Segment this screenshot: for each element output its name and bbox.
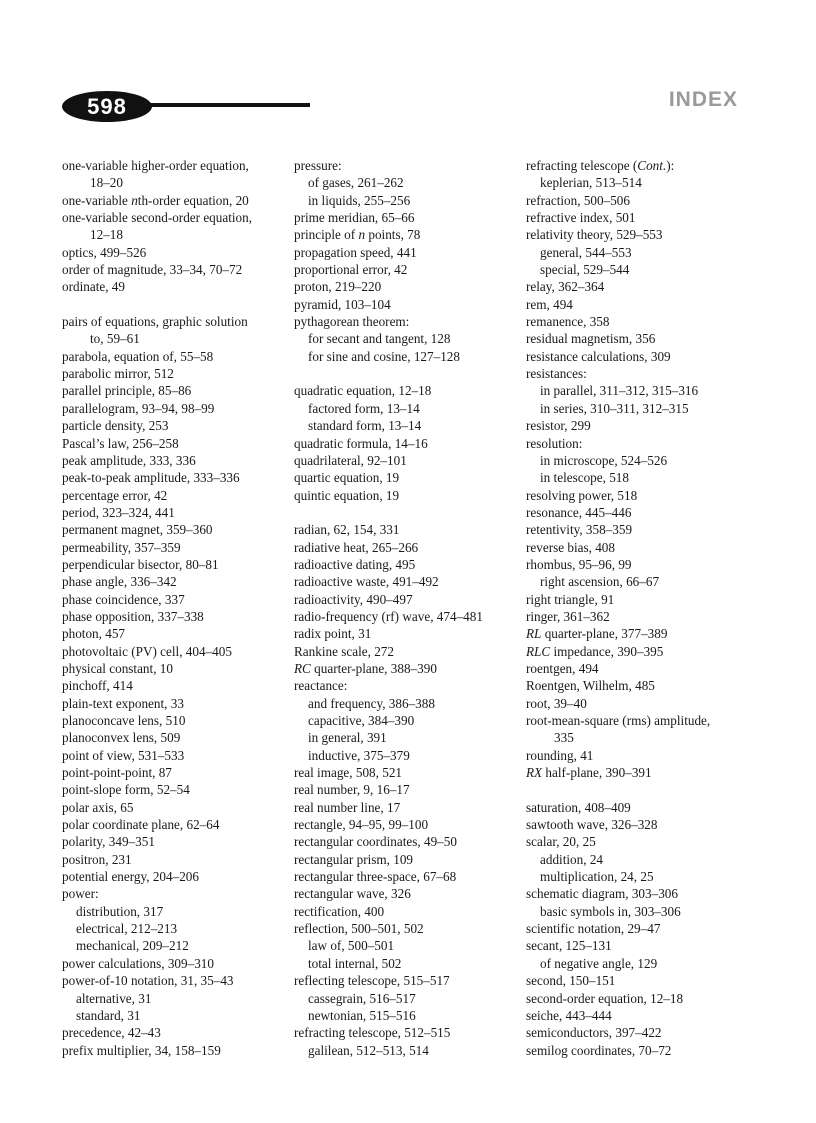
index-entry: phase opposition, 337–338 [62, 608, 204, 624]
index-entry: period, 323–324, 441 [62, 504, 175, 520]
index-subentry: of negative angle, 129 [540, 955, 658, 971]
index-entry-continuation: to, 59–61 [90, 331, 140, 347]
index-entry: pressure: [294, 158, 342, 173]
index-entry: real image, 508, 521 [294, 765, 403, 781]
index-entry: one-variable second-order equation, [62, 210, 253, 226]
index-entry: point of view, 531–533 [62, 747, 185, 763]
index-entry: remanence, 358 [526, 314, 610, 330]
index-entry: one-variable higher-order equation, [62, 158, 249, 173]
index-entry: power: [62, 886, 99, 902]
index-entry: schematic diagram, 303–306 [526, 886, 678, 902]
index-entry: refracting telescope, 512–515 [294, 1025, 451, 1041]
index-entry: resistor, 299 [526, 418, 591, 434]
index-entry: roentgen, 494 [526, 660, 599, 676]
index-entry: radian, 62, 154, 331 [294, 522, 400, 538]
index-subentry: for sine and cosine, 127–128 [308, 348, 460, 364]
index-entry: real number line, 17 [294, 799, 401, 815]
index-entry: optics, 499–526 [62, 244, 147, 260]
index-entry: real number, 9, 16–17 [294, 782, 410, 798]
index-entry: resolving power, 518 [526, 487, 638, 503]
index-entry: refracting telescope (Cont.): [526, 158, 675, 173]
index-subentry: and frequency, 386–388 [308, 695, 435, 711]
index-entry: radiative heat, 265–266 [294, 539, 419, 555]
index-entry: prime meridian, 65–66 [294, 210, 415, 226]
index-entry: physical constant, 10 [62, 660, 173, 676]
index-entry: saturation, 408–409 [526, 799, 631, 815]
index-entry: RLC impedance, 390–395 [526, 643, 664, 659]
index-entry: pythagorean theorem: [294, 314, 410, 330]
index-entry: rectangular wave, 326 [294, 886, 411, 902]
index-entry: quartic equation, 19 [294, 470, 400, 486]
index-entry: reverse bias, 408 [526, 539, 615, 555]
index-subentry: special, 529–544 [540, 262, 630, 278]
index-entry-continuation: 335 [554, 730, 574, 746]
group-gap [294, 365, 509, 382]
index-entry: precedence, 42–43 [62, 1025, 161, 1041]
index-entry: principle of n points, 78 [294, 227, 421, 243]
index-subentry: standard, 31 [76, 1007, 141, 1023]
index-entry: permeability, 357–359 [62, 539, 181, 555]
index-entry: rectangular coordinates, 49–50 [294, 834, 457, 850]
index-entry: refraction, 500–506 [526, 192, 630, 208]
index-subentry: galilean, 512–513, 514 [308, 1042, 429, 1058]
index-subentry: basic symbols in, 303–306 [540, 903, 681, 919]
index-entry: rounding, 41 [526, 747, 594, 763]
index-entry: second, 150–151 [526, 973, 616, 989]
index-entry: rhombus, 95–96, 99 [526, 556, 632, 572]
index-entry: planoconcave lens, 510 [62, 713, 186, 728]
index-entry: reflection, 500–501, 502 [294, 921, 424, 937]
index-subentry: electrical, 212–213 [76, 921, 178, 937]
index-entry: radioactive dating, 495 [294, 556, 416, 572]
index-subentry: in series, 310–311, 312–315 [540, 400, 689, 416]
index-subentry: in general, 391 [308, 730, 387, 746]
index-entry: proportional error, 42 [294, 262, 408, 278]
index-entry-continuation: 12–18 [90, 227, 123, 243]
index-entry: quintic equation, 19 [294, 487, 400, 503]
index-entry: ringer, 361–362 [526, 608, 610, 624]
index-entry: propagation speed, 441 [294, 244, 417, 260]
index-entry: plain-text exponent, 33 [62, 695, 184, 711]
index-entry: peak-to-peak amplitude, 333–336 [62, 470, 240, 486]
index-entry: parallelogram, 93–94, 98–99 [62, 400, 215, 416]
index-entry: point-point-point, 87 [62, 765, 172, 781]
index-entry: prefix multiplier, 34, 158–159 [62, 1042, 221, 1058]
index-entry: root-mean-square (rms) amplitude, [526, 713, 711, 728]
group-gap [62, 296, 277, 313]
index-entry: retentivity, 358–359 [526, 522, 633, 538]
index-subentry: keplerian, 513–514 [540, 175, 642, 191]
index-entry: sawtooth wave, 326–328 [526, 817, 658, 833]
index-entry: pairs of equations, graphic solution [62, 314, 248, 330]
index-entry: reactance: [294, 678, 348, 694]
index-entry: point-slope form, 52–54 [62, 782, 190, 798]
index-subentry: factored form, 13–14 [308, 400, 420, 416]
index-entry: polarity, 349–351 [62, 834, 155, 850]
index-entry: relay, 362–364 [526, 279, 605, 295]
index-entry: reflecting telescope, 515–517 [294, 973, 450, 989]
index-entry: potential energy, 204–206 [62, 869, 199, 885]
index-entry: power-of-10 notation, 31, 35–43 [62, 973, 234, 989]
index-entry: order of magnitude, 33–34, 70–72 [62, 262, 243, 278]
index-subentry: in parallel, 311–312, 315–316 [540, 383, 699, 399]
index-entry: permanent magnet, 359–360 [62, 522, 213, 538]
index-entry: right triangle, 91 [526, 591, 615, 607]
index-entry: rectangle, 94–95, 99–100 [294, 817, 429, 833]
index-subentry: mechanical, 209–212 [76, 938, 189, 954]
index-entry: second-order equation, 12–18 [526, 990, 684, 1006]
index-entry: rectification, 400 [294, 903, 385, 919]
index-subentry: law of, 500–501 [308, 938, 395, 954]
page-number-badge [62, 91, 152, 122]
index-entry: ordinate, 49 [62, 279, 125, 295]
index-entry: Roentgen, Wilhelm, 485 [526, 678, 655, 694]
index-entry: pinchoff, 414 [62, 678, 133, 694]
index-entry: semiconductors, 397–422 [526, 1025, 662, 1041]
index-subentry: for secant and tangent, 128 [308, 331, 451, 347]
index-subentry: total internal, 502 [308, 955, 402, 971]
index-subentry: distribution, 317 [76, 903, 164, 919]
group-gap [526, 781, 756, 798]
index-entry: photon, 457 [62, 626, 126, 642]
index-column-2 [294, 157, 509, 1059]
index-subentry: in telescope, 518 [540, 470, 629, 486]
index-entry: quadratic formula, 14–16 [294, 435, 428, 451]
index-entry: one-variable nth-order equation, 20 [62, 192, 249, 208]
index-subentry: of gases, 261–262 [308, 175, 404, 191]
index-entry: rem, 494 [526, 296, 573, 312]
index-subentry: addition, 24 [540, 851, 604, 867]
index-entry: phase coincidence, 337 [62, 591, 185, 607]
index-entry: pyramid, 103–104 [294, 296, 391, 312]
index-column-3 [526, 157, 756, 1059]
index-entry: rectangular prism, 109 [294, 851, 414, 867]
index-entry: power calculations, 309–310 [62, 955, 214, 971]
index-entry: planoconvex lens, 509 [62, 730, 181, 746]
index-entry: radioactivity, 490–497 [294, 591, 413, 607]
index-entry: radioactive waste, 491–492 [294, 574, 439, 590]
index-entry: radio-frequency (rf) wave, 474–481 [294, 608, 483, 624]
index-entry: quadrilateral, 92–101 [294, 452, 407, 468]
index-subentry: newtonian, 515–516 [308, 1007, 416, 1023]
index-entry: semilog coordinates, 70–72 [526, 1042, 672, 1058]
index-entry: phase angle, 336–342 [62, 574, 177, 590]
index-entry: peak amplitude, 333, 336 [62, 452, 196, 468]
index-entry: RX half-plane, 390–391 [526, 765, 652, 781]
index-entry: proton, 219–220 [294, 279, 382, 295]
index-entry: resonance, 445–446 [526, 504, 632, 520]
index-entry: relativity theory, 529–553 [526, 227, 663, 243]
index-entry: secant, 125–131 [526, 938, 612, 954]
index-subentry: in microscope, 524–526 [540, 452, 668, 468]
index-entry: quadratic equation, 12–18 [294, 383, 432, 399]
index-entry: scientific notation, 29–47 [526, 921, 661, 937]
index-entry: scalar, 20, 25 [526, 834, 596, 850]
index-entry: photovoltaic (PV) cell, 404–405 [62, 643, 232, 659]
index-entry: residual magnetism, 356 [526, 331, 656, 347]
index-subentry: inductive, 375–379 [308, 747, 410, 763]
index-subentry: cassegrain, 516–517 [308, 990, 416, 1006]
index-entry: root, 39–40 [526, 695, 587, 711]
index-subentry: in liquids, 255–256 [308, 192, 411, 208]
index-entry: resistance calculations, 309 [526, 348, 671, 364]
index-entry-continuation: 18–20 [90, 175, 123, 191]
index-entry: percentage error, 42 [62, 487, 168, 503]
index-entry: positron, 231 [62, 851, 132, 867]
group-gap [294, 504, 509, 521]
index-subentry: multiplication, 24, 25 [540, 869, 654, 885]
index-entry: particle density, 253 [62, 418, 169, 434]
index-subentry: capacitive, 384–390 [308, 713, 415, 728]
index-entry: perpendicular bisector, 80–81 [62, 556, 219, 572]
index-subentry: right ascension, 66–67 [540, 574, 660, 590]
page-number: 598 [87, 93, 127, 119]
index-entry: polar coordinate plane, 62–64 [62, 817, 220, 833]
index-entry: polar axis, 65 [62, 799, 134, 815]
index-entry: Pascal’s law, 256–258 [62, 435, 179, 451]
index-entry: parabolic mirror, 512 [62, 366, 174, 382]
index-column-1 [62, 157, 277, 1059]
index-entry: rectangular three-space, 67–68 [294, 869, 457, 885]
index-entry: RC quarter-plane, 388–390 [294, 660, 437, 676]
index-entry: seiche, 443–444 [526, 1007, 612, 1023]
index-entry: radix point, 31 [294, 626, 372, 642]
index-entry: refractive index, 501 [526, 210, 636, 226]
index-entry: resistances: [526, 366, 587, 382]
header-rule [148, 103, 310, 107]
index-subentry: alternative, 31 [76, 990, 152, 1006]
index-entry: RL quarter-plane, 377–389 [526, 626, 668, 642]
index-entry: parabola, equation of, 55–58 [62, 348, 214, 364]
index-entry: Rankine scale, 272 [294, 643, 394, 659]
index-entry: resolution: [526, 435, 583, 451]
index-subentry: standard form, 13–14 [308, 418, 422, 434]
index-subentry: general, 544–553 [540, 244, 632, 260]
index-entry: parallel principle, 85–86 [62, 383, 192, 399]
section-title: INDEX [668, 88, 738, 111]
